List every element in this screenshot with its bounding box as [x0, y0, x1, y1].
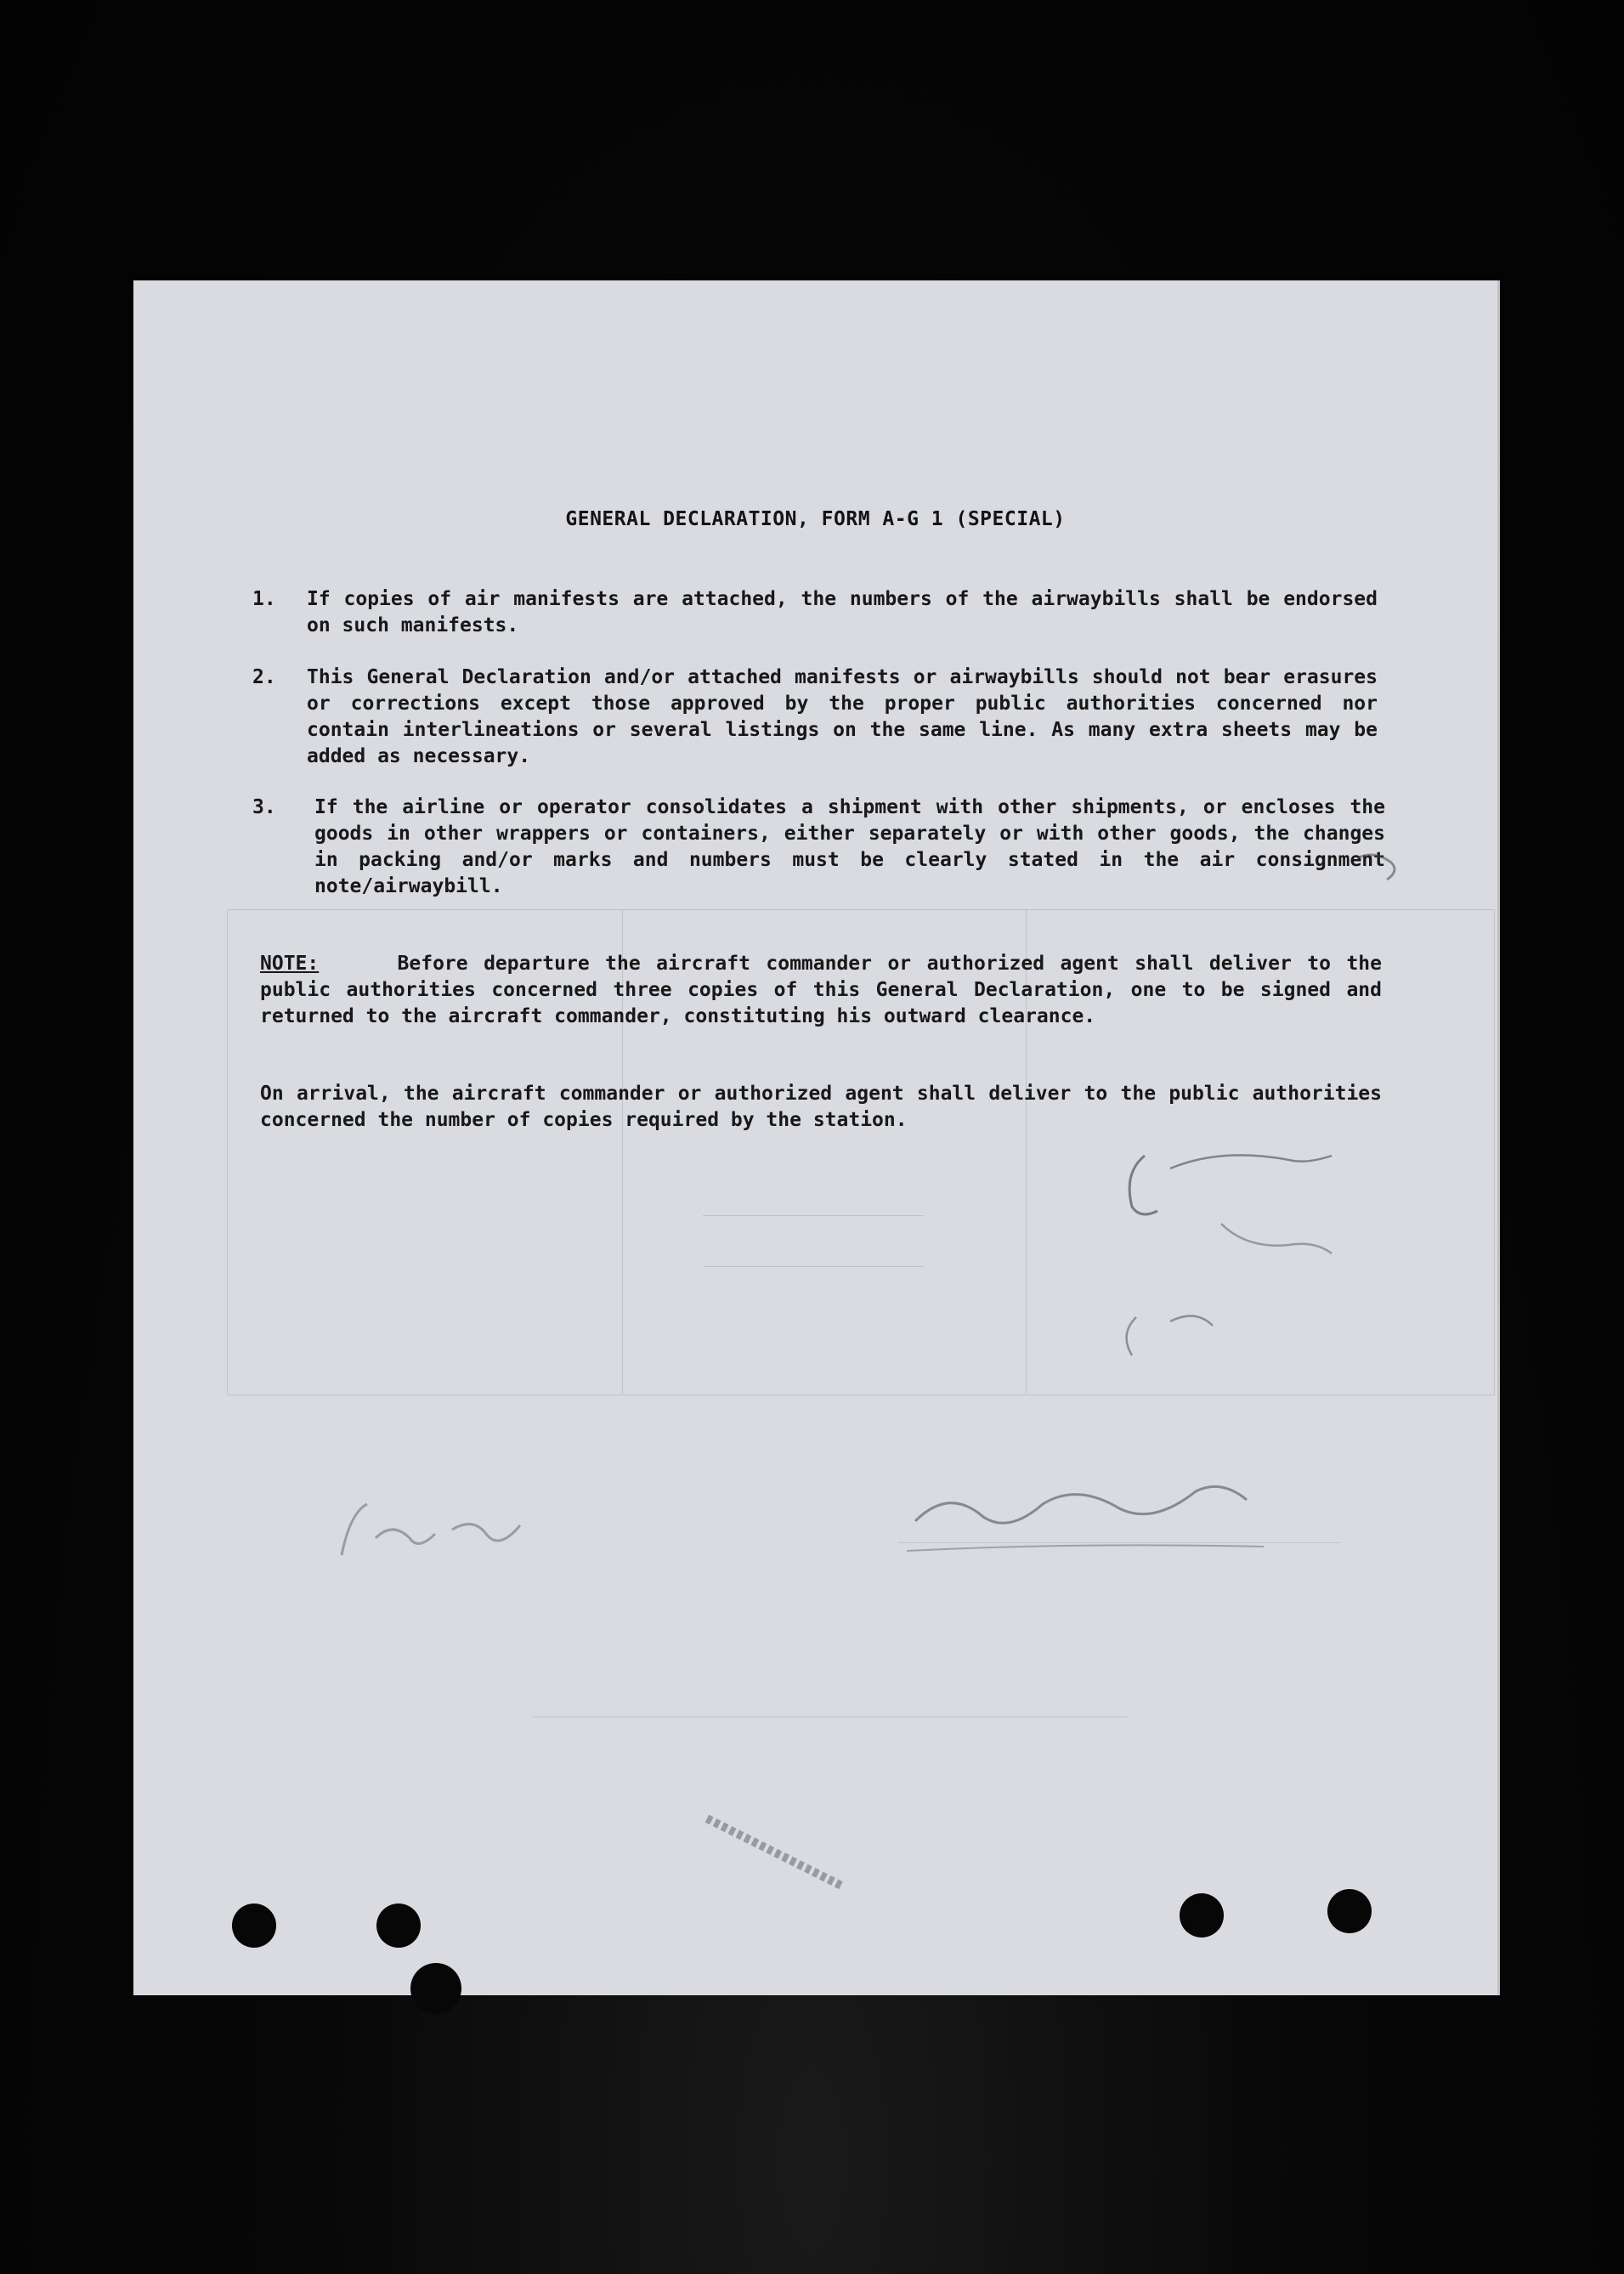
item-text: If copies of air manifests are attached, the numbers of the airwaybills shall be endorsed on such manifests.	[307, 588, 1378, 636]
punch-hole	[232, 1903, 276, 1948]
arrival-paragraph	[260, 1081, 1382, 1134]
handwriting-mark	[325, 1479, 580, 1581]
ghost-rule	[703, 1266, 924, 1267]
punch-hole	[376, 1903, 421, 1948]
note-label: NOTE:	[260, 953, 320, 975]
note-text: Before departure the aircraft commander or authorized agent shall deliver to the public authorities concerned three copies of this General Declaration, one to be signed and returned to the aircraft commander, constituting his outward clearance.	[260, 953, 1382, 1027]
punch-hole	[1327, 1889, 1372, 1933]
item-number: 2.	[252, 666, 276, 688]
item-number: 1.	[252, 588, 276, 610]
handwriting-mark	[1068, 1122, 1459, 1394]
item-number: 3.	[252, 796, 276, 818]
stamp-mark	[694, 1802, 864, 1903]
handwriting-mark	[881, 1462, 1357, 1564]
note-paragraph	[260, 951, 1382, 1030]
item-text: This General Declaration and/or attached manifests or airwaybills should not bear erasures or corrections except those approved by the proper public authorities concerned nor contain interlineations or several listings on the same line. As many extra sheets may be added as necessary.	[307, 666, 1378, 767]
bleed-through	[133, 280, 1497, 1995]
punch-hole	[1180, 1893, 1224, 1937]
document-title: GENERAL DECLARATION, FORM A-G 1 (SPECIAL)	[565, 508, 1066, 530]
item-text: If the airline or operator consolidates a shipment with other shipments, or encloses the goods in other wrappers or containers, either separately or with other goods, the changes in packing and/or marks and numbers must be clearly stated in the air consignment note/airwaybill.	[314, 796, 1385, 897]
document-page	[133, 280, 1497, 1995]
arrival-text: On arrival, the aircraft commander or authorized agent shall deliver to the public authorities concerned the number of copies required by the station.	[260, 1083, 1382, 1131]
punch-hole	[410, 1963, 461, 2014]
ghost-rule	[898, 1542, 1340, 1543]
ghost-rule	[703, 1215, 924, 1216]
